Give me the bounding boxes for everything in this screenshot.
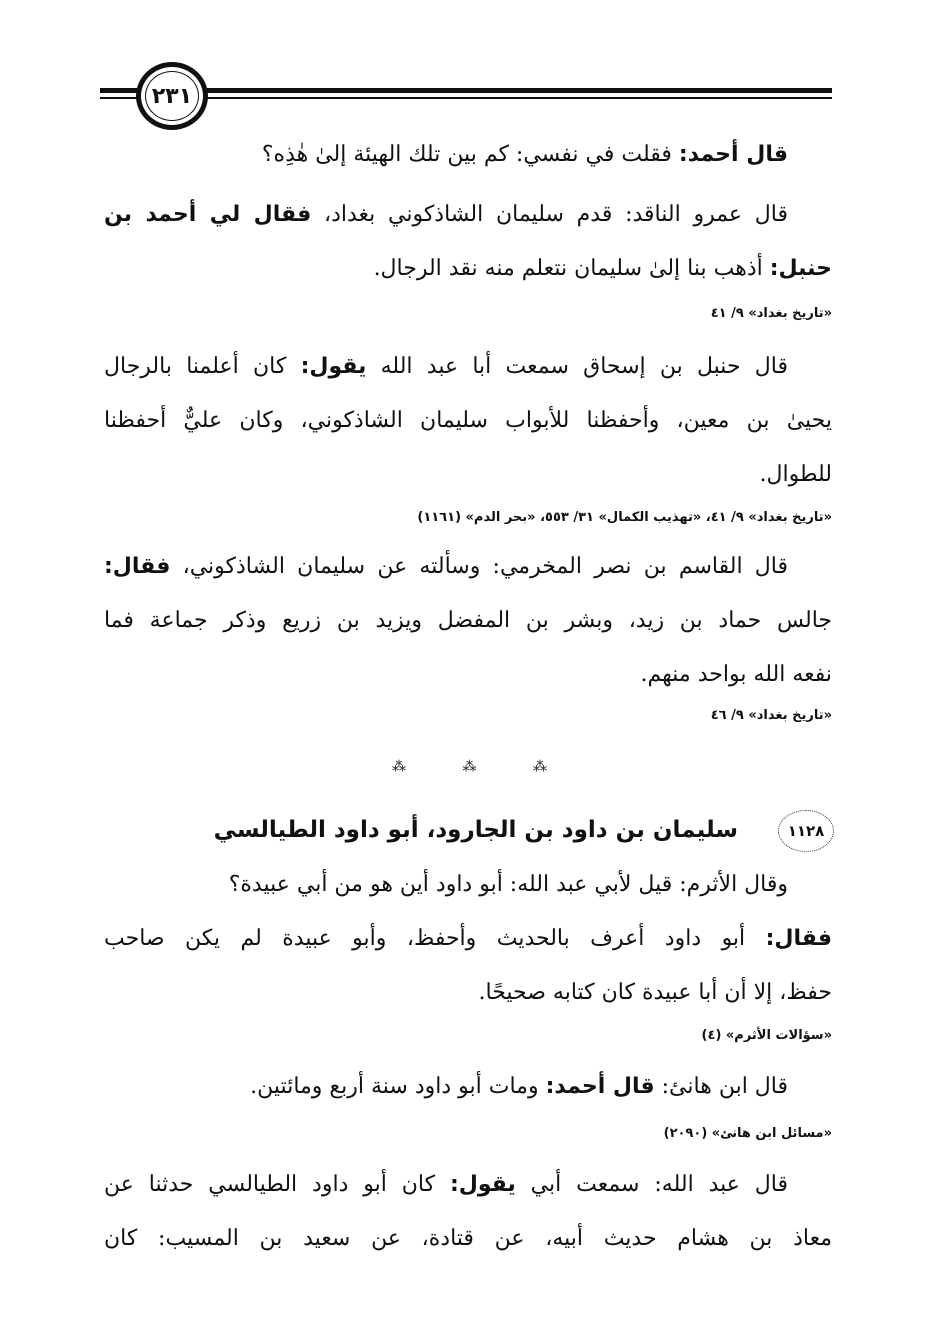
text-line <box>104 594 832 648</box>
page-header <box>100 62 832 126</box>
text-span: يحيىٰ بن معين، وأحفظنا للأبواب سليمان الشاذكوني، وكان عليٌّ أحفظنا <box>104 408 832 433</box>
paragraph-6 <box>104 1060 832 1114</box>
text-span: قال عمرو الناقد: قدم سليمان الشاذكوني بغداد، <box>311 202 788 227</box>
header-rule-thin <box>100 97 832 99</box>
text-span: أبو داود أعرف بالحديث وأحفظ، وأبو عبيدة لم يكن صاحب <box>104 926 766 951</box>
text-line <box>104 540 832 594</box>
source-citation-1: «تاريخ بغداد» ٩/ ٤١ <box>710 306 832 321</box>
text-span: فقلت في نفسي: كم بين تلك الهيئة إلىٰ هٰذِه؟ <box>261 142 679 167</box>
text-line <box>104 648 832 702</box>
page-number: ٢٣١ <box>145 71 199 121</box>
text-line <box>104 448 832 502</box>
bold-phrase: حنبل: <box>769 256 832 281</box>
text-line <box>104 242 832 296</box>
text-span: معاذ بن هشام حديث أبيه، عن قتادة، عن سعيد بن المسيب: كان <box>104 1226 832 1251</box>
text-span: للطوال. <box>759 462 832 487</box>
ornament-icon: ⁂ <box>533 759 546 775</box>
text-span: قال القاسم بن نصر المخرمي: وسألته عن سليمان الشاذكوني، <box>170 554 788 579</box>
text-span: ومات أبو داود سنة أربع ومائتين. <box>250 1074 546 1099</box>
text-line <box>104 1158 832 1212</box>
text-span: كان أعلمنا بالرجال <box>104 354 301 379</box>
page-number-badge <box>136 62 208 130</box>
text-span: حفظ، إلا أن أبا عبيدة كان كتابه صحيحًا. <box>478 980 832 1005</box>
bold-phrase: فقال: <box>765 926 832 951</box>
text-line <box>104 858 832 912</box>
text-line <box>104 128 832 182</box>
text-span: نفعه الله بواحد منهم. <box>640 662 832 687</box>
ornament-icon: ⁂ <box>462 759 476 775</box>
text-line <box>104 966 832 1020</box>
text-line <box>104 394 832 448</box>
text-span: جالس حماد بن زيد، وبشر بن المفضل ويزيد بن زريع وذكر جماعة فما <box>104 608 832 633</box>
entry-title: سليمان بن داود بن الجارود، أبو داود الطيالسي <box>213 817 738 843</box>
paragraph-7 <box>104 1158 832 1266</box>
text-line <box>104 340 832 394</box>
source-citation-4: «سؤالات الأثرم» (٤) <box>701 1028 832 1043</box>
paragraph-2 <box>104 188 832 296</box>
section-divider-ornament <box>392 760 546 774</box>
entry-number-badge: ١١٢٨ <box>778 810 834 852</box>
text-span: أذهب بنا إلىٰ سليمان نتعلم منه نقد الرجال. <box>373 256 770 281</box>
paragraph-3 <box>104 340 832 502</box>
text-line <box>104 1060 832 1114</box>
text-line <box>104 188 832 242</box>
bold-phrase: قال أحمد: <box>545 1074 655 1099</box>
text-span: قال ابن هانئ: <box>654 1074 788 1099</box>
bold-phrase: يقول: <box>449 1172 516 1197</box>
source-citation-3: «تاريخ بغداد» ٩/ ٤٦ <box>710 708 832 723</box>
source-citation-2: «تاريخ بغداد» ٩/ ٤١، «تهذيب الكمال» ٣١/ ٥٥٣، «بحر الدم» (١١٦١) <box>417 510 832 525</box>
bold-phrase: قال أحمد: <box>678 142 788 167</box>
bold-phrase: فقال: <box>104 554 171 579</box>
text-span: كان أبو داود الطيالسي حدثنا عن <box>104 1172 450 1197</box>
source-citation-5: «مسائل ابن هانئ» (٢٠٩٠) <box>663 1126 832 1141</box>
ornament-icon: ⁂ <box>392 759 405 775</box>
text-span: قال حنبل بن إسحاق سمعت أبا عبد الله <box>366 354 788 379</box>
text-line <box>104 912 832 966</box>
paragraph-4 <box>104 540 832 702</box>
text-span: وقال الأثرم: قيل لأبي عبد الله: أبو داود أين هو من أبي عبيدة؟ <box>228 872 788 897</box>
text-span: قال عبد الله: سمعت أبي <box>515 1172 788 1197</box>
text-line <box>104 1212 832 1266</box>
paragraph-1 <box>104 128 832 182</box>
paragraph-5 <box>104 858 832 1020</box>
bold-phrase: فقال لي أحمد بن <box>104 202 312 227</box>
header-rule-thick <box>100 88 832 93</box>
bold-phrase: يقول: <box>300 354 367 379</box>
